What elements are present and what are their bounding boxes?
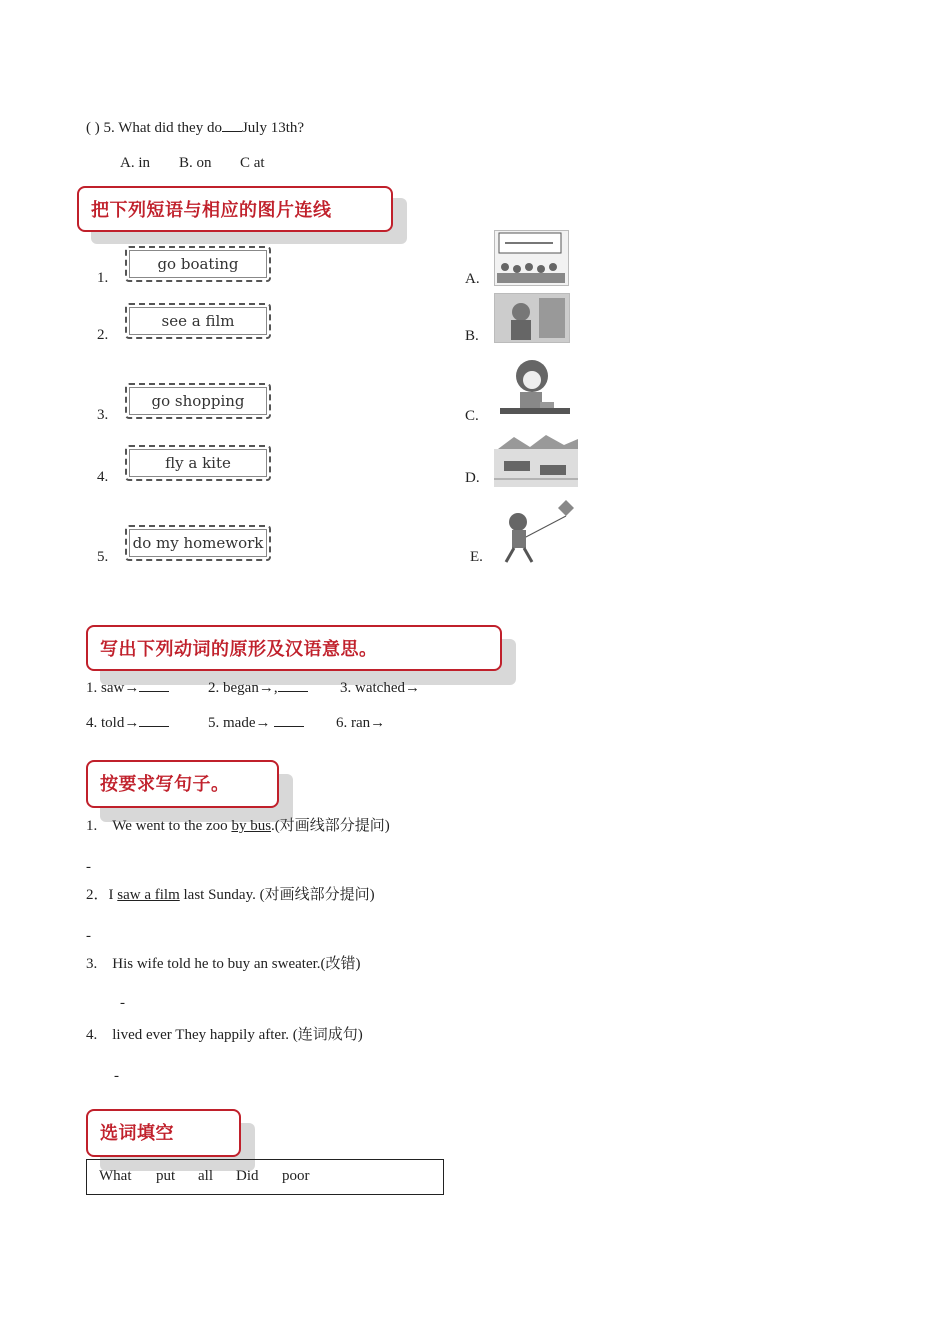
sentence-1: 1. We went to the zoo by bus.(对画线部分提问) [86, 818, 390, 834]
answer-blank[interactable] [139, 679, 169, 692]
question-5-suffix: July 13th? [241, 120, 305, 136]
word-bank-item: put [156, 1168, 176, 1184]
picture-label: D. [465, 470, 480, 486]
answer-line[interactable]: - [120, 995, 125, 1011]
answer-blank[interactable] [278, 679, 308, 692]
phrase-number: 3. [97, 407, 109, 423]
sentence-4: 4. lived ever They happily after. (连词成句) [86, 1027, 363, 1043]
homework-picture[interactable] [494, 356, 574, 422]
answer-line[interactable]: - [86, 859, 91, 875]
picture-label: C. [465, 408, 479, 424]
word-bank-item: poor [282, 1168, 310, 1184]
shopping-picture[interactable] [494, 293, 570, 343]
verb-item: 6. ran→ [336, 715, 386, 731]
sentence-2: 2．I saw a film last Sunday. (对画线部分提问) [86, 887, 375, 903]
option-c: C at [240, 155, 265, 171]
section-title: 按要求写句子。 [100, 774, 230, 795]
answer-blank[interactable] [274, 714, 304, 727]
verb-item: 1. saw→ [86, 679, 169, 697]
verb-item: 5. made→ [208, 714, 304, 732]
option-a: A. in [120, 155, 150, 171]
answer-line[interactable]: - [114, 1068, 119, 1084]
boating-picture[interactable] [494, 433, 578, 487]
cinema-picture[interactable] [494, 230, 569, 286]
phrase-box[interactable]: go shopping [125, 383, 271, 419]
phrase-box[interactable]: fly a kite [125, 445, 271, 481]
section-title: 写出下列动词的原形及汉语意思。 [100, 639, 378, 660]
question-5 [86, 119, 304, 137]
word-bank-item: all [198, 1168, 213, 1184]
option-b: B. on [179, 155, 212, 171]
picture-label: B. [465, 328, 479, 344]
phrase-number: 4. [97, 469, 109, 485]
sentence-3: 3. His wife told he to buy an sweater.(改错) [86, 956, 361, 972]
phrase-box[interactable]: go boating [125, 246, 271, 282]
picture-label: A. [465, 271, 480, 287]
phrase-box[interactable]: do my homework [125, 525, 271, 561]
word-bank-item: What [99, 1168, 132, 1184]
word-bank-item: Did [236, 1168, 259, 1184]
phrase-number: 5. [97, 549, 109, 565]
word-bank [86, 1159, 444, 1195]
phrase-box[interactable]: see a film [125, 303, 271, 339]
section-title: 把下列短语与相应的图片连线 [91, 200, 332, 221]
phrase-number: 1. [97, 270, 109, 286]
phrase-number: 2. [97, 327, 109, 343]
picture-label: E. [470, 549, 483, 565]
verb-item: 2. began→, [208, 679, 308, 697]
answer-line[interactable]: - [86, 928, 91, 944]
answer-blank[interactable] [222, 119, 242, 132]
question-5-prefix: ( ) 5. What did they do [86, 120, 222, 136]
verb-item: 4. told→ [86, 714, 169, 732]
kite-picture[interactable] [496, 498, 578, 566]
verb-item: 3. watched→ [340, 680, 420, 696]
section-title: 选词填空 [100, 1123, 174, 1144]
answer-blank[interactable] [139, 714, 169, 727]
